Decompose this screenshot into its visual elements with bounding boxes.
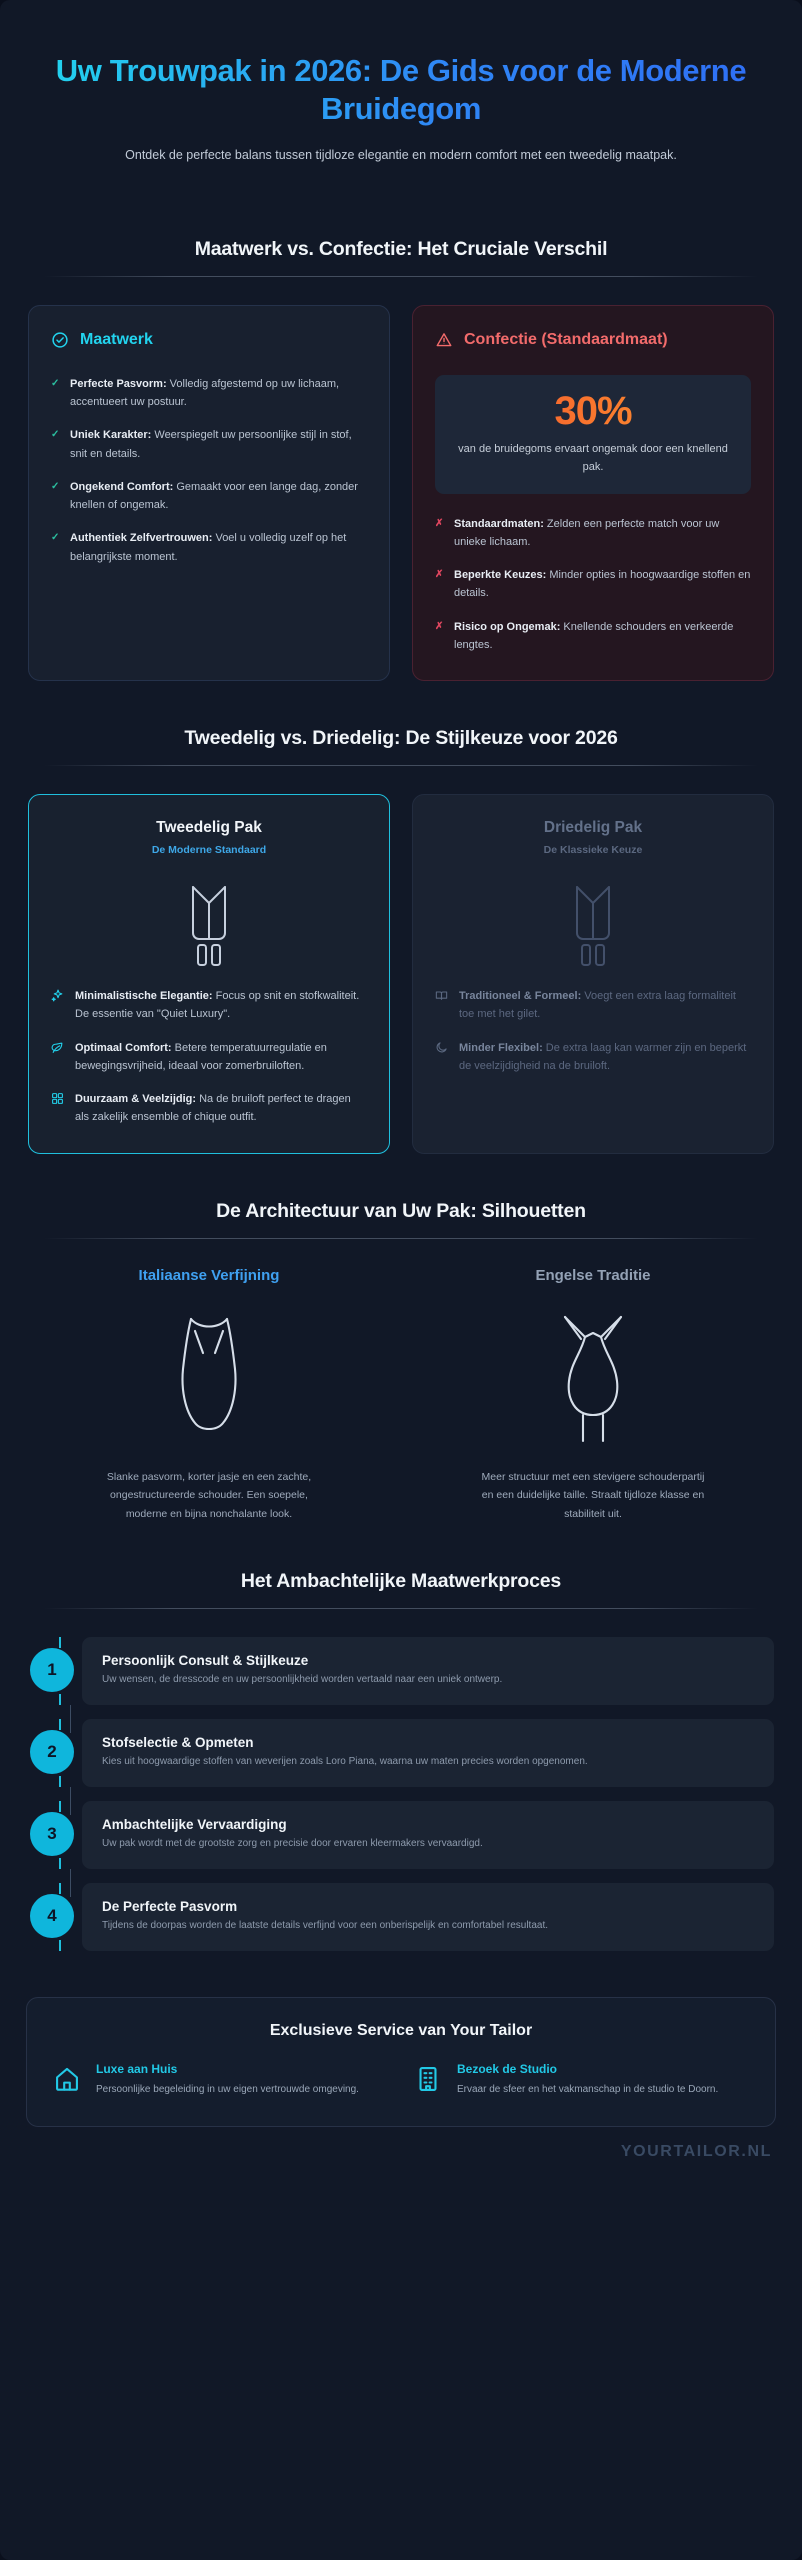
list-item bbox=[435, 618, 751, 655]
timeline-tick bbox=[59, 1940, 61, 1951]
three-piece-list bbox=[435, 987, 751, 1075]
heading-divider bbox=[44, 765, 758, 766]
service-item-text: Persoonlijke begeleiding in uw eigen vertrouwde omgeving. bbox=[96, 2083, 359, 2095]
timeline-tick bbox=[59, 1776, 61, 1787]
step-title: De Perfecte Pasvorm bbox=[102, 1898, 238, 1914]
three-piece-subtitle: De Klassieke Keuze bbox=[543, 844, 643, 857]
item-text: Knellende schouders en verkeerde lengtes. bbox=[454, 620, 734, 651]
item-term: Optimaal Comfort: bbox=[75, 1041, 172, 1054]
step-body bbox=[82, 1883, 774, 1951]
item-term: Beperkte Keuzes: bbox=[454, 569, 547, 582]
compare-heading: Maatwerk vs. Confectie: Het Cruciale Verschil bbox=[194, 238, 608, 261]
offtherack-list bbox=[435, 515, 751, 655]
process-step bbox=[30, 1883, 774, 1951]
step-text: Uw pak wordt met de grootste zorg en precisie door ervaren kleermakers vervaardigd. bbox=[102, 1837, 483, 1849]
step-text: Tijdens de doorpas worden de laatste details verfijnd voor een onberispelijk en comfortabel resultaat. bbox=[102, 1919, 548, 1931]
item-text: Betere temperatuurregulatie en bewegingsvrijheid, ideaal voor zomerbruiloften. bbox=[75, 1041, 327, 1072]
stat-box bbox=[435, 375, 751, 494]
style-grid bbox=[28, 794, 774, 1154]
italian-title: Italiaanse Verfijning bbox=[138, 1266, 280, 1284]
step-number-badge: 3 bbox=[30, 1812, 74, 1856]
item-text: Voegt een extra laag formaliteit toe met het gilet. bbox=[459, 990, 736, 1021]
cross-mark-icon: ✗ bbox=[435, 517, 444, 529]
step-number-badge: 1 bbox=[30, 1648, 74, 1692]
service-item-text: Ervaar de sfeer en het vakmanschap in de studio te Doorn. bbox=[457, 2083, 719, 2095]
item-text: Zelden een perfecte match voor uw unieke lichaam. bbox=[454, 517, 720, 548]
english-silhouette-column bbox=[412, 1267, 774, 1524]
check-mark-icon: ✓ bbox=[51, 377, 60, 389]
step-text: Kies uit hoogwaardige stoffen van weverijen zoals Loro Piana, waarna uw maten precies worden opgenomen. bbox=[102, 1755, 588, 1767]
step-body bbox=[82, 1801, 774, 1869]
offtherack-card bbox=[412, 305, 774, 681]
three-piece-suit-icon bbox=[435, 859, 751, 987]
item-term: Duurzaam & Veelzijdig: bbox=[75, 1093, 197, 1106]
heading-divider bbox=[44, 1238, 758, 1239]
item-term: Minder Flexibel: bbox=[459, 1041, 543, 1054]
sparkles-icon bbox=[51, 989, 65, 1024]
home-icon bbox=[53, 2065, 83, 2098]
hero-section bbox=[0, 0, 802, 192]
list-item bbox=[435, 515, 751, 552]
bespoke-list bbox=[51, 375, 367, 566]
list-item bbox=[51, 426, 367, 463]
english-silhouette-icon bbox=[412, 1302, 774, 1452]
heading-divider bbox=[44, 1608, 758, 1609]
stat-value: 30% bbox=[449, 391, 737, 431]
process-step bbox=[30, 1637, 774, 1705]
timeline-tick bbox=[59, 1694, 61, 1705]
list-item bbox=[51, 1090, 367, 1127]
grid-icon bbox=[51, 1092, 65, 1127]
bespoke-title-text: Maatwerk bbox=[80, 331, 153, 349]
check-mark-icon: ✓ bbox=[51, 532, 60, 544]
list-item bbox=[435, 566, 751, 603]
timeline-tick bbox=[59, 1858, 61, 1869]
stat-caption: van de bruidegoms ervaart ongemak door een knellend pak. bbox=[458, 442, 728, 473]
moon-icon bbox=[435, 1041, 449, 1076]
item-term: Risico op Ongemak: bbox=[454, 620, 561, 633]
check-circle-icon bbox=[51, 330, 69, 356]
service-heading: Exclusieve Service van Your Tailor bbox=[269, 2021, 533, 2039]
warning-triangle-icon bbox=[435, 330, 453, 356]
list-item bbox=[51, 1039, 367, 1076]
process-heading: Het Ambachtelijke Maatwerkproces bbox=[240, 1569, 562, 1592]
timeline-tick bbox=[59, 1637, 61, 1648]
two-piece-suit-icon bbox=[51, 859, 367, 987]
bespoke-card-title bbox=[51, 330, 367, 356]
timeline-tick bbox=[59, 1801, 61, 1812]
style-heading: Tweedelig vs. Driedelig: De Stijlkeuze voor 2026 bbox=[184, 727, 618, 750]
list-item bbox=[51, 375, 367, 412]
compare-grid bbox=[28, 305, 774, 681]
cross-mark-icon: ✗ bbox=[435, 620, 444, 632]
step-number-badge: 4 bbox=[30, 1894, 74, 1938]
list-item bbox=[435, 987, 751, 1024]
timeline-tick bbox=[59, 1719, 61, 1730]
two-piece-title: Tweedelig Pak bbox=[156, 819, 262, 837]
silhouette-section bbox=[0, 1200, 802, 1524]
process-timeline bbox=[28, 1637, 774, 1951]
item-term: Perfecte Pasvorm: bbox=[70, 377, 167, 390]
offtherack-title-text: Confectie (Standaardmaat) bbox=[464, 331, 668, 349]
book-icon bbox=[435, 989, 449, 1024]
leaf-icon bbox=[51, 1041, 65, 1076]
english-description: Meer structuur met een stevigere schouderpartij en een duidelijke taille. Straalt tijdloze klasse en stabiliteit uit. bbox=[481, 1470, 705, 1520]
item-term: Uniek Karakter: bbox=[70, 429, 152, 442]
service-grid bbox=[53, 2062, 749, 2098]
list-item bbox=[435, 1039, 751, 1076]
item-text: De extra laag kan warmer zijn en beperkt de veelzijdigheid na de bruiloft. bbox=[459, 1041, 747, 1072]
building-icon bbox=[414, 2065, 444, 2098]
check-mark-icon: ✓ bbox=[51, 429, 60, 441]
silhouette-grid bbox=[28, 1267, 774, 1524]
service-item-home[interactable] bbox=[53, 2062, 388, 2098]
item-term: Traditioneel & Formeel: bbox=[459, 990, 582, 1003]
item-text: Minder opties in hoogwaardige stoffen en details. bbox=[454, 569, 751, 600]
step-body bbox=[82, 1637, 774, 1705]
italian-silhouette-column bbox=[28, 1267, 390, 1524]
page-title: Uw Trouwpak in 2026: De Gids voor de Moderne Bruidegom bbox=[40, 52, 762, 128]
silhouette-heading: De Architectuur van Uw Pak: Silhouetten bbox=[216, 1199, 586, 1222]
item-text: Voel u volledig uzelf op het belangrijkste moment. bbox=[70, 532, 347, 563]
process-section bbox=[0, 1570, 802, 1951]
three-piece-title: Driedelig Pak bbox=[543, 819, 643, 837]
item-text: Focus op snit en stofkwaliteit. De essentie van "Quiet Luxury". bbox=[75, 990, 360, 1021]
item-term: Ongekend Comfort: bbox=[70, 480, 174, 493]
three-piece-card[interactable] bbox=[412, 794, 774, 1154]
english-title: Engelse Traditie bbox=[535, 1266, 651, 1284]
list-item bbox=[51, 529, 367, 566]
process-step bbox=[30, 1719, 774, 1787]
item-text: Gemaakt voor een lange dag, zonder knellen of ongemak. bbox=[70, 480, 358, 512]
service-section bbox=[26, 1997, 776, 2127]
item-term: Minimalistische Elegantie: bbox=[75, 990, 213, 1003]
service-item-title: Luxe aan Huis bbox=[96, 2061, 178, 2076]
step-title: Persoonlijk Consult & Stijlkeuze bbox=[102, 1652, 309, 1668]
compare-section bbox=[0, 238, 802, 681]
step-title: Stofselectie & Opmeten bbox=[102, 1734, 254, 1750]
italian-silhouette-icon bbox=[28, 1302, 390, 1452]
cross-mark-icon: ✗ bbox=[435, 569, 444, 581]
step-text: Uw wensen, de dresscode en uw persoonlijkheid worden vertaald naar een uniek ontwerp. bbox=[102, 1673, 503, 1685]
offtherack-card-title bbox=[435, 330, 751, 356]
service-item-studio[interactable] bbox=[414, 2062, 749, 2098]
item-term: Standaardmaten: bbox=[454, 517, 544, 530]
item-term: Authentiek Zelfvertrouwen: bbox=[70, 532, 213, 545]
item-text: Volledig afgestemd op uw lichaam, accentueert uw postuur. bbox=[70, 377, 340, 409]
style-section bbox=[0, 727, 802, 1154]
list-item bbox=[51, 987, 367, 1024]
check-mark-icon: ✓ bbox=[51, 480, 60, 492]
step-body bbox=[82, 1719, 774, 1787]
item-text: Na de bruiloft perfect te dragen als zakelijk ensemble of chique outfit. bbox=[75, 1093, 351, 1124]
item-text: Weerspiegelt uw persoonlijke stijl in stof, snit en details. bbox=[70, 429, 352, 460]
list-item bbox=[51, 478, 367, 515]
page-subtitle: Ontdek de perfecte balans tussen tijdloze elegantie en modern comfort met een tweedelig maatpak. bbox=[125, 147, 677, 162]
two-piece-card[interactable] bbox=[28, 794, 390, 1154]
bespoke-card bbox=[28, 305, 390, 681]
process-step bbox=[30, 1801, 774, 1869]
service-item-title: Bezoek de Studio bbox=[457, 2061, 558, 2076]
heading-divider bbox=[44, 276, 758, 277]
brand-watermark: YOURTAILOR.NL bbox=[620, 2142, 772, 2160]
two-piece-subtitle: De Moderne Standaard bbox=[151, 844, 267, 857]
step-number-badge: 2 bbox=[30, 1730, 74, 1774]
timeline-tick bbox=[59, 1883, 61, 1894]
step-title: Ambachtelijke Vervaardiging bbox=[102, 1816, 287, 1832]
two-piece-list bbox=[51, 987, 367, 1127]
italian-description: Slanke pasvorm, korter jasje en een zachte, ongestructureerde schouder. Een soepele, moderne en bijna nonchalante look. bbox=[106, 1470, 312, 1520]
